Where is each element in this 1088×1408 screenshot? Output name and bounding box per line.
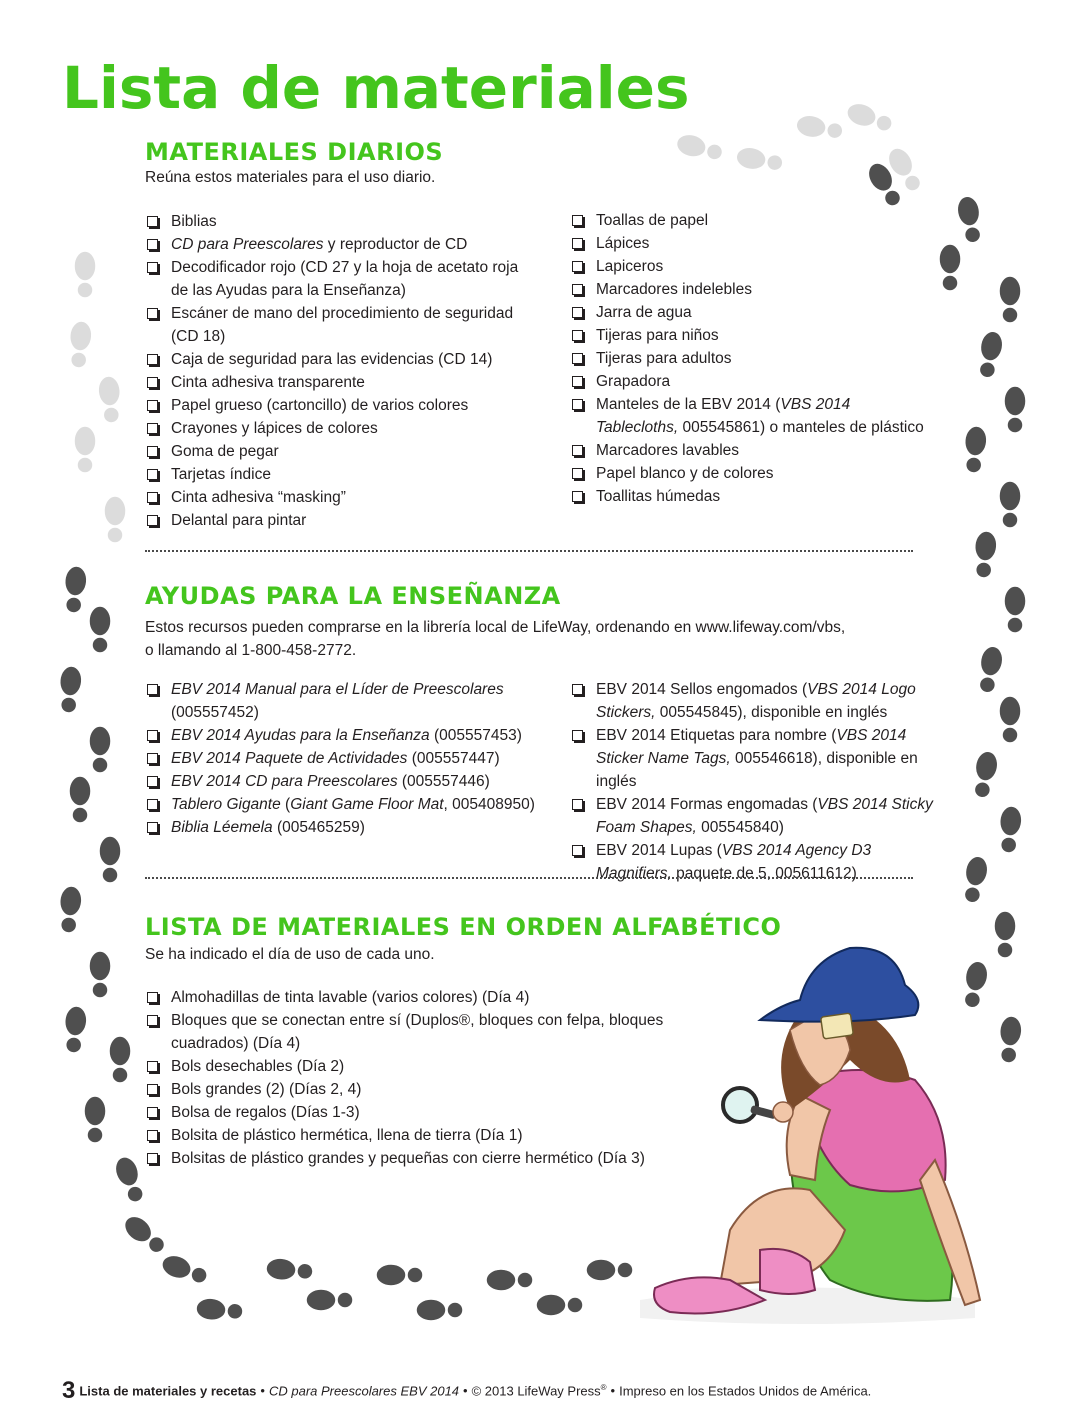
checklist-item: Tablero Gigante (Giant Game Floor Mat, 005408950) [145, 793, 555, 816]
footprint-icon [104, 496, 126, 543]
footprint-icon [972, 530, 998, 579]
checkbox-icon [572, 261, 583, 272]
page-footer: 3 Lista de materiales y recetas • CD para Preescolares EBV 2014 • © 2013 LifeWay Press® • Impreso en los Estados Unidos de América. [62, 1377, 872, 1405]
checkbox-icon [147, 730, 158, 741]
checkbox-icon [147, 492, 158, 503]
checkbox-icon [147, 308, 158, 319]
footprint-icon [486, 1269, 533, 1291]
checklist-item: Caja de seguridad para las evidencias (CD 14) [145, 348, 525, 371]
checkbox-icon [572, 730, 583, 741]
checklist-item: Cinta adhesiva “masking” [145, 486, 525, 509]
footprint-icon [57, 885, 83, 934]
checkbox-icon [147, 1107, 158, 1118]
checkbox-icon [147, 1153, 158, 1164]
section-intro-aids-line2: o llamando al 1-800-458-2772. [145, 642, 357, 659]
checklist-item: Jarra de agua [570, 301, 930, 324]
footprint-icon [265, 1257, 314, 1283]
section-heading-aids: AYUDAS PARA LA ENSEÑANZA [145, 582, 561, 610]
footprint-icon [997, 1015, 1023, 1064]
checkbox-icon [147, 684, 158, 695]
checkbox-icon [572, 799, 583, 810]
checkbox-icon [147, 216, 158, 227]
checkbox-icon [147, 992, 158, 1003]
footprint-icon [960, 854, 990, 904]
checkbox-icon [147, 262, 158, 273]
footprint-icon [536, 1294, 583, 1316]
checklist-item: EBV 2014 Paquete de Actividades (005557447) [145, 747, 555, 770]
checkbox-icon [147, 822, 158, 833]
checkbox-icon [147, 400, 158, 411]
checkbox-icon [147, 239, 158, 250]
footprint-icon [67, 320, 93, 369]
checkbox-icon [147, 1015, 158, 1026]
checkbox-icon [572, 307, 583, 318]
checklist-item: Papel blanco y de colores [570, 462, 930, 485]
footprint-icon [84, 1096, 106, 1143]
checklist-item: Bolsitas de plástico grandes y pequeñas con cierre hermético (Día 3) [145, 1147, 720, 1170]
checkbox-icon [572, 468, 583, 479]
checkbox-icon [572, 215, 583, 226]
page-title: Lista de materiales [62, 54, 690, 122]
checklist-item: EBV 2014 Sellos engomados (VBS 2014 Logo Stickers, 005545845), disponible en inglés [570, 678, 950, 724]
checklist-item: EBV 2014 Ayudas para la Enseñanza (005557453) [145, 724, 555, 747]
section-heading-alphabetical: LISTA DE MATERIALES EN ORDEN ALFABÉTICO [145, 913, 782, 941]
checkbox-icon [147, 377, 158, 388]
checkbox-icon [147, 469, 158, 480]
footprint-icon [586, 1259, 633, 1281]
footprint-icon [57, 665, 83, 714]
checklist-item: Almohadillas de tinta lavable (varios colores) (Día 4) [145, 986, 720, 1009]
footprint-icon [159, 1251, 211, 1288]
checklist-item: Bolsa de regalos (Días 1-3) [145, 1101, 720, 1124]
footprint-icon [376, 1264, 423, 1286]
checkbox-icon [147, 1084, 158, 1095]
checklist-item: Bloques que se conectan entre sí (Duplos®, bloques con felpa, bloques cuadrados) (Día 4) [145, 1009, 720, 1055]
footprint-icon [1004, 386, 1026, 433]
checkbox-icon [147, 515, 158, 526]
footprint-icon [962, 425, 988, 474]
checklist-item: Bols grandes (2) (Días 2, 4) [145, 1078, 720, 1101]
checklist-item: Cinta adhesiva transparente [145, 371, 525, 394]
checklist-item: Manteles de la EBV 2014 (VBS 2014 Tablecloths, 005545861) o manteles de plástico [570, 393, 930, 439]
section-intro-aids-line1: Estos recursos pueden comprarse en la librería local de LifeWay, ordenando en www.lifeway.com/vbs, [145, 619, 846, 636]
checklist-item: Marcadores indelebles [570, 278, 930, 301]
checklist-item: Lapiceros [570, 255, 930, 278]
footprint-icon [997, 805, 1023, 854]
footprint-icon [970, 749, 1000, 799]
checkbox-icon [147, 423, 158, 434]
footer-copyright: © 2013 LifeWay Press [471, 1383, 601, 1399]
checkbox-icon [572, 399, 583, 410]
footprint-icon [844, 99, 896, 136]
footprint-icon [111, 1154, 148, 1206]
footprint-icon [195, 1297, 244, 1323]
checkbox-icon [147, 1130, 158, 1141]
checklist-item: Biblias [145, 210, 525, 233]
checkbox-icon [572, 238, 583, 249]
footprint-icon [674, 131, 725, 164]
footprint-icon [975, 329, 1005, 379]
footprint-icon [999, 481, 1021, 528]
footprint-icon [999, 276, 1021, 323]
checklist-item: EBV 2014 Manual para el Líder de Preescolares (005557452) [145, 678, 555, 724]
checklist-item: Bolsita de plástico hermética, llena de tierra (Día 1) [145, 1124, 720, 1147]
checkbox-icon [572, 353, 583, 364]
footer-product: CD para Preescolares EBV 2014 [268, 1383, 460, 1399]
section-divider [145, 550, 913, 552]
aids-list-left [145, 678, 555, 839]
checklist-item: Bols desechables (Día 2) [145, 1055, 720, 1078]
checkbox-icon [572, 376, 583, 387]
checklist-item: Marcadores lavables [570, 439, 930, 462]
footprint-icon [120, 1211, 170, 1258]
footprint-icon [69, 776, 91, 823]
footprint-icon [62, 1005, 88, 1054]
checkbox-icon [147, 753, 158, 764]
checklist-item: Biblia Léemela (005465259) [145, 816, 555, 839]
checklist-item: EBV 2014 Etiquetas para nombre (VBS 2014 Sticker Name Tags, 005546618), disponible en inglés [570, 724, 950, 793]
daily-materials-list-left [145, 210, 525, 532]
footprint-icon [939, 244, 961, 291]
checklist-item: Lápices [570, 232, 930, 255]
checklist-item: Tijeras para niños [570, 324, 930, 347]
footer-printed: Impreso en los Estados Unidos de América. [619, 1383, 872, 1399]
footprint-icon [955, 194, 985, 244]
footprint-icon [1004, 586, 1026, 633]
footprint-icon [62, 565, 88, 614]
checkbox-icon [147, 799, 158, 810]
checklist-item: Delantal para pintar [145, 509, 525, 532]
footprint-icon [74, 251, 96, 298]
section-intro-daily: Reúna estos materiales para el uso diario. [145, 169, 436, 186]
alphabetical-materials-list [145, 986, 720, 1170]
checklist-item: Decodificador rojo (CD 27 y la hoja de acetato roja de las Ayudas para la Enseñanza) [145, 256, 525, 302]
checkbox-icon [147, 1061, 158, 1072]
footprint-icon [999, 696, 1021, 743]
checklist-item: Toallas de papel [570, 209, 930, 232]
checklist-item: EBV 2014 Lupas (VBS 2014 Agency D3 Magnifiers, paquete de 5, 005611612) [570, 839, 950, 885]
checkbox-icon [147, 354, 158, 365]
footprint-icon [89, 951, 111, 998]
footprint-icon [89, 726, 111, 773]
checklist-item: Tarjetas índice [145, 463, 525, 486]
checkbox-icon [572, 445, 583, 456]
checklist-item: EBV 2014 CD para Preescolares (005557446) [145, 770, 555, 793]
checkbox-icon [572, 845, 583, 856]
footprint-icon [794, 113, 844, 143]
checkbox-icon [572, 684, 583, 695]
checklist-item: CD para Preescolares y reproductor de CD [145, 233, 525, 256]
section-heading-daily: MATERIALES DIARIOS [145, 138, 444, 166]
footprint-icon [89, 606, 111, 653]
footprint-icon [97, 375, 123, 424]
checkbox-icon [147, 776, 158, 787]
checklist-item: Goma de pegar [145, 440, 525, 463]
checkbox-icon [572, 284, 583, 295]
page-number: 3 [62, 1377, 76, 1405]
checkbox-icon [147, 446, 158, 457]
footprint-icon [734, 145, 784, 175]
section-intro-alphabetical: Se ha indicado el día de uso de cada uno. [145, 946, 435, 963]
section-divider [145, 877, 913, 879]
footer-title: Lista de materiales y recetas [79, 1383, 257, 1399]
checklist-item: Escáner de mano del procedimiento de seguridad (CD 18) [145, 302, 525, 348]
checkbox-icon [572, 491, 583, 502]
checklist-item: EBV 2014 Formas engomadas (VBS 2014 Sticky Foam Shapes, 005545840) [570, 793, 950, 839]
footprint-icon [306, 1289, 353, 1311]
daily-materials-list-right [570, 209, 930, 508]
checklist-item: Tijeras para adultos [570, 347, 930, 370]
checklist-item: Papel grueso (cartoncillo) de varios colores [145, 394, 525, 417]
footprint-icon [960, 959, 990, 1009]
footprint-icon [975, 644, 1005, 694]
checklist-item: Grapadora [570, 370, 930, 393]
footprint-icon [994, 911, 1016, 958]
footprint-icon [416, 1299, 463, 1321]
footprint-icon [74, 426, 96, 473]
checklist-item: Crayones y lápices de colores [145, 417, 525, 440]
checklist-item: Toallitas húmedas [570, 485, 930, 508]
footprint-icon [109, 1036, 131, 1083]
aids-list-right [570, 678, 950, 885]
checkbox-icon [572, 330, 583, 341]
footprint-icon [99, 836, 121, 883]
